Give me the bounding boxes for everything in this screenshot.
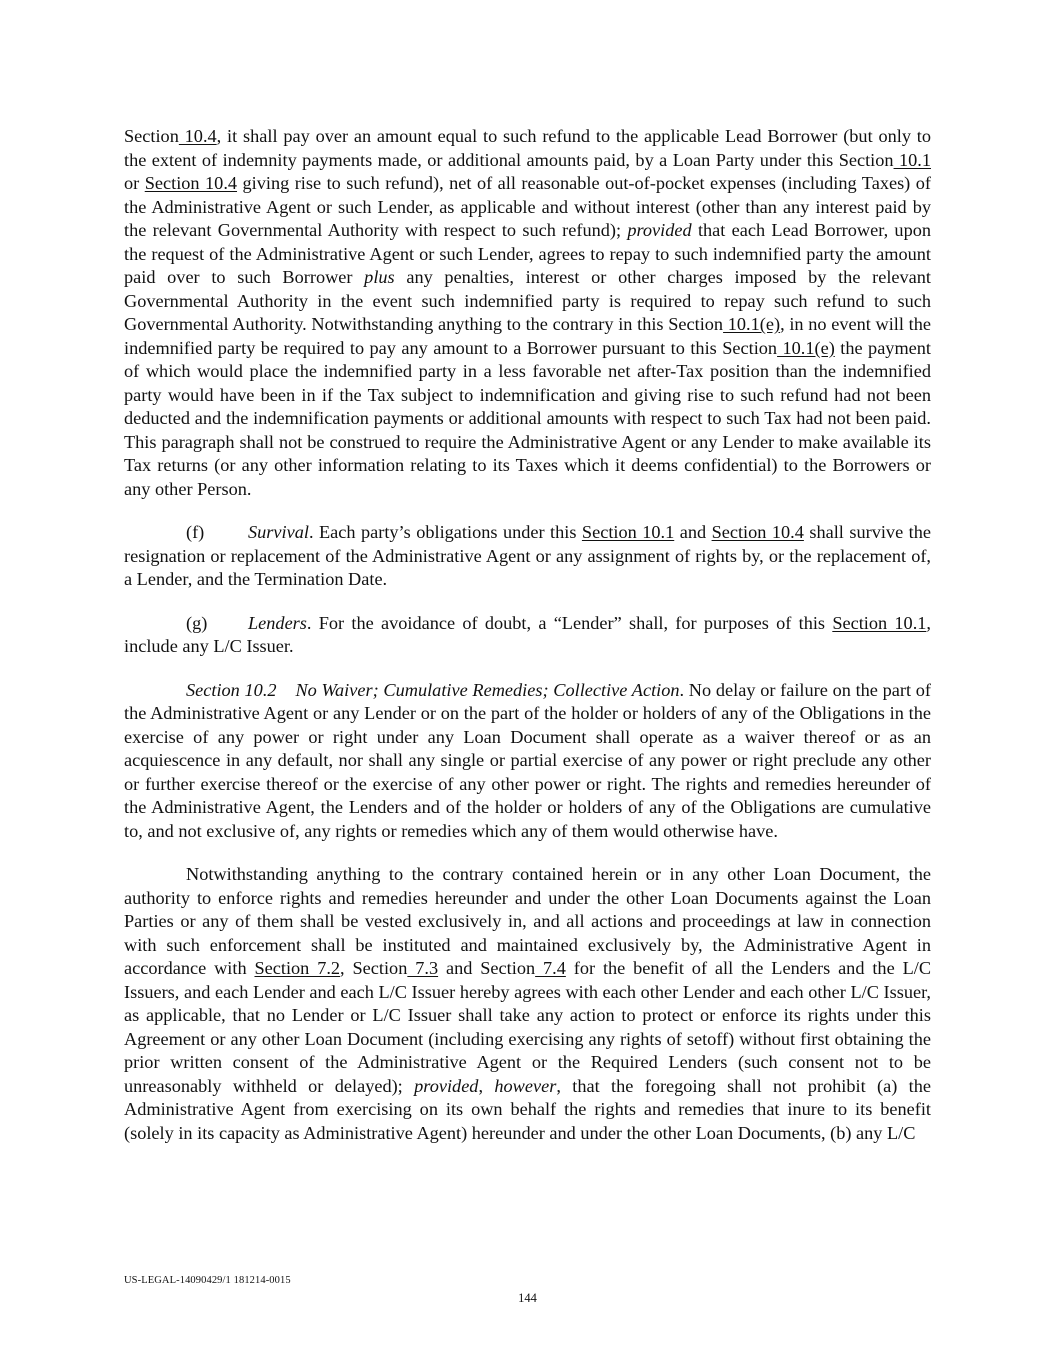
text-run: shall survive the resignation or replacement of the Administrative Agent or any assignment of rights by, or the replacement of, a Lender, and the Termination Date. [124, 522, 931, 589]
italic-term: plus [364, 267, 395, 287]
clause-heading: Survival [248, 522, 309, 542]
section-reference-link[interactable]: Section 7.2 [254, 958, 341, 978]
text-run: . For the avoidance of doubt, a “Lender” shall, for purposes of this [306, 612, 833, 633]
text-run: , Section [340, 958, 408, 978]
section-reference-link[interactable]: Section 10.1 [581, 522, 675, 542]
paragraph-survival [124, 521, 931, 592]
text-run: the payment of which would place the indemnified party in a less favorable net after-Tax position than the indemnified party would have been in if the Tax subject to indemnification and giving rise to such refund had not been deducted and the indemnification payments or additional amounts with respect to such Tax had not been paid. This paragraph shall not be construed to require the Administrative Agent or any Lender to make available its Tax returns (or any other information relating to its Taxes which it deems confidential) to the Borrowers or any other Person. [124, 337, 932, 499]
section-reference-link[interactable]: 10.4 [178, 126, 217, 146]
italic-term: provided [627, 220, 692, 240]
page-number: 144 [518, 1291, 537, 1305]
text-run: , [478, 1075, 495, 1096]
paragraph-lenders [124, 612, 931, 659]
text-run: , it shall pay over an amount equal to such refund to the applicable Lead Borrower (but only to the extent of indemnity payments made, or additional amounts paid, by a Loan Party under this Section [124, 126, 931, 170]
text-run: , that the foregoing shall not prohibit (a) the Administrative Agent from exercising on its own behalf the rights and remedies that inure to its benefit (solely in its capacity as Administrative Agent) hereunder and under the other Loan Documents, (b) any L/C [124, 1075, 932, 1143]
clause-heading: Lenders [248, 612, 307, 633]
clause-label: (g) [186, 612, 208, 633]
italic-term: provided [414, 1075, 479, 1096]
text-run: . No delay or failure on the part of the Administrative Agent or any Lender or on the part of the holder or holders of any of the Obligations in the exercise of any power or right under any Loan Document shall operate as a waiver thereof or as an acquiescence in any default, nor shall any single or partial exercise of any power or right preclude any other or further exercise thereof or the exercise of any other power or right. The rights and remedies hereunder of the Administrative Agent, the Lenders and of the holder or holders of any of the Obligations are cumulative to, and not exclusive of, any rights or remedies which any of them would otherwise have. [124, 679, 932, 841]
text-run: and [674, 522, 712, 542]
page-content [124, 125, 931, 1165]
paragraph-section-10-2 [124, 679, 931, 844]
section-gap [277, 680, 296, 700]
section-reference-link[interactable]: 10.1(e) [777, 337, 835, 358]
paragraph-collective-action [124, 863, 931, 1145]
text-run: that each Lead Borrower, upon the request of the Administrative Agent or such Lender, agrees to repay to such indemnified party the amount paid over to such Borrower [124, 220, 931, 287]
text-run: , include any L/C Issuer. [124, 612, 931, 656]
text-run: Notwithstanding anything to the contrary contained herein or in any other Loan Document, the authority to enforce rights and remedies hereunder and under the other Loan Documents against the Loan Parties or any of them shall be vested exclusively in, and all actions and proceedings at law in connection with such enforcement shall be instituted and maintained exclusively by, the Administrative Agent in accordance with [124, 864, 931, 978]
text-run: for the benefit of all the Lenders and the L/C Issuers, and each Lender and each L/C Issuer hereby agrees with each other Lender and each other L/C Issuer, as applicable, that no Lender or L/C Issuer shall take any action to protect or enforce its rights under this Agreement or any other Loan Document (including exercising any rights of setoff) without first obtaining the prior written consent of the Administrative Agent or the Required Lenders (such consent not to be unreasonably withheld or delayed); [124, 958, 932, 1096]
clause-label: (f) [186, 522, 205, 542]
section-reference-link[interactable]: Section 10.1 [832, 612, 927, 633]
section-number: Section 10.2 [186, 679, 277, 700]
section-reference-link[interactable]: 7.3 [407, 958, 439, 978]
text-run: , in no event will the indemnified party be required to pay any amount to a Borrower pursuant to this Section [124, 314, 931, 358]
text-run: Section [124, 126, 179, 146]
text-run: and Section [438, 958, 536, 978]
section-reference-link[interactable]: Section 10.4 [711, 522, 804, 542]
text-run: . Each party’s obligations under this [308, 522, 582, 542]
section-reference-link[interactable]: 10.1(e) [723, 314, 781, 334]
section-reference-link[interactable]: 7.4 [535, 958, 566, 978]
section-reference-link[interactable]: Section 10.4 [144, 173, 238, 193]
section-title: No Waiver; Cumulative Remedies; Collective Action [295, 679, 680, 700]
text-run: giving rise to such refund), net of all reasonable out-of-pocket expenses (including Taxes) of the Administrative Agent or such Lender, as applicable and without interest (other than any interest paid by the relevant Governmental Authority with respect to such refund); [124, 173, 931, 240]
text-run: any penalties, interest or other charges imposed by the relevant Governmental Authority in the event such indemnified party is required to repay such refund to such Governmental Authority. Notwithstanding anything to the contrary in this Section [124, 267, 931, 334]
document-id: US-LEGAL-14090429/1 181214-0015 [124, 1275, 291, 1286]
section-reference-link[interactable]: 10.1 [893, 149, 931, 170]
paragraph-refund-continuation [124, 125, 931, 501]
italic-term: however [494, 1075, 557, 1096]
text-run: or [124, 173, 145, 193]
